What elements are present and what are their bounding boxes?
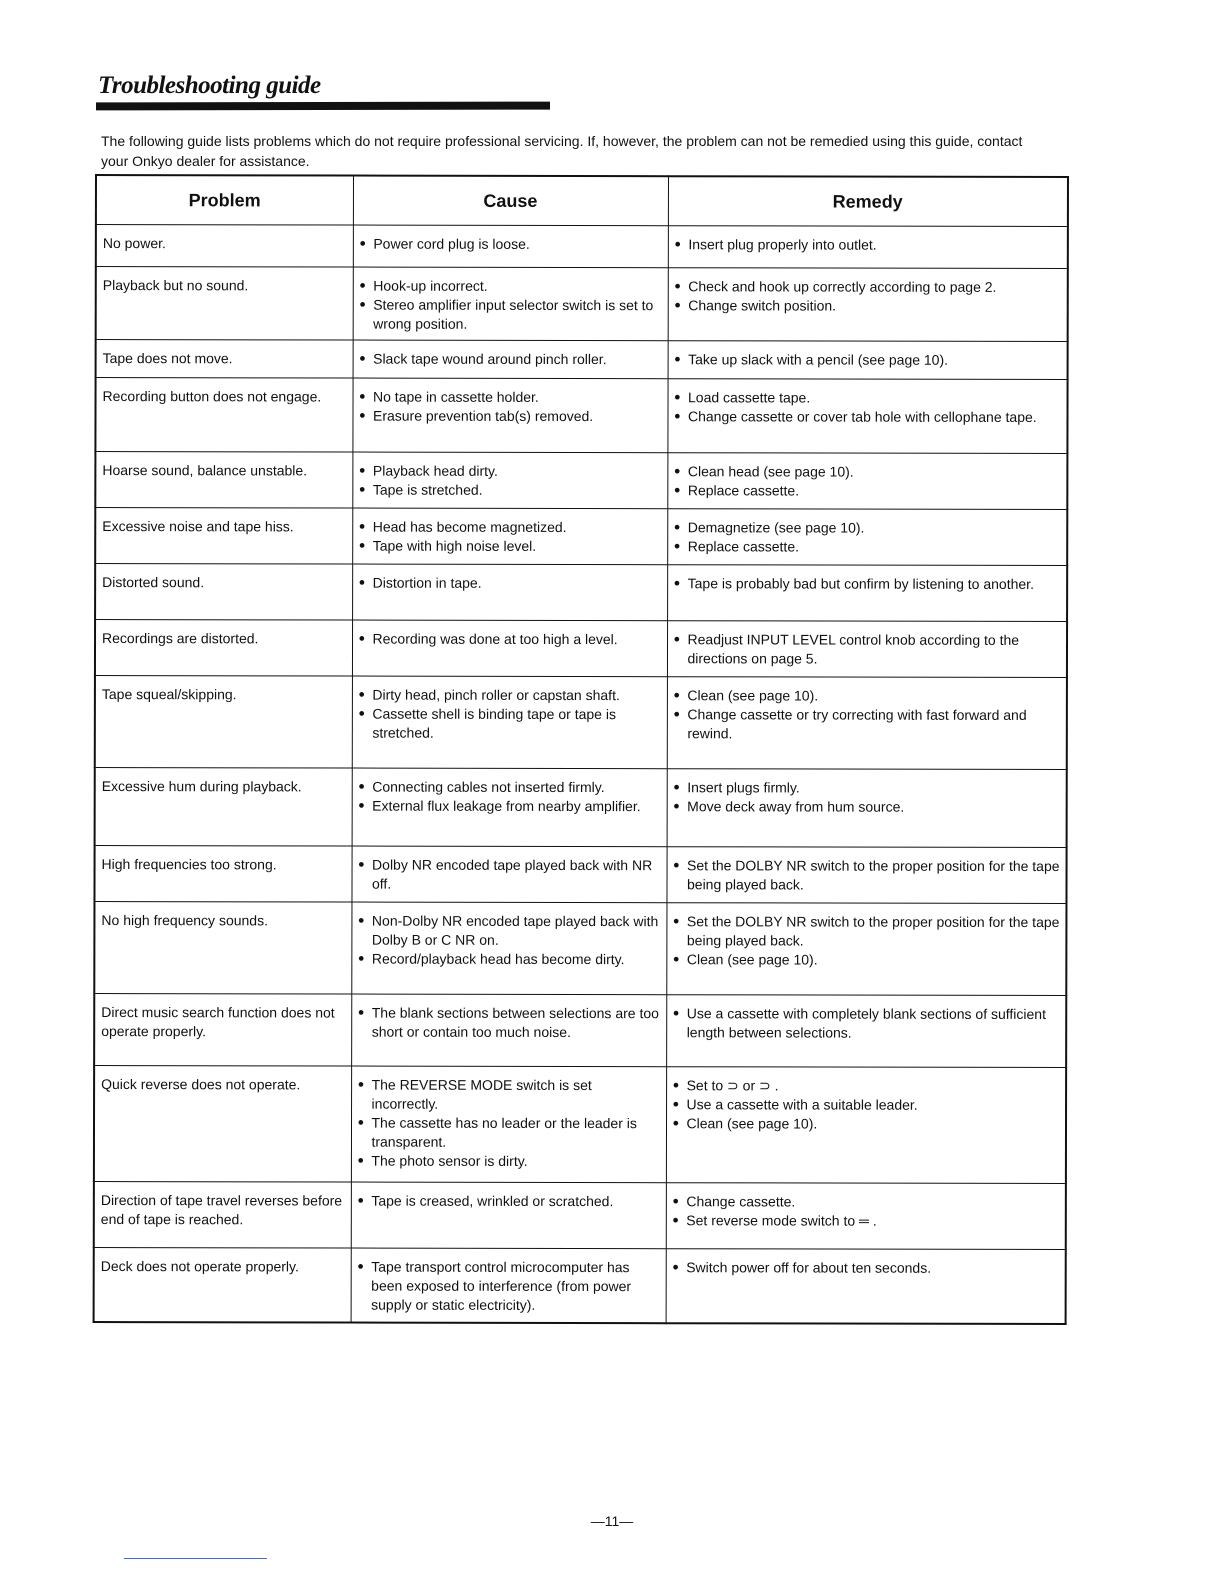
cause-list: [359, 235, 661, 255]
cause-item: ● Distortion in tape.: [359, 574, 661, 594]
cause-list: [359, 350, 661, 370]
remedy-item: ● Readjust INPUT LEVEL control knob according to the directions on page 5.: [673, 630, 1060, 669]
remedy-list: [674, 235, 1061, 255]
cause-cell: [351, 1182, 666, 1249]
cause-item: ● Cassette shell is binding tape or tape is stretched.: [358, 705, 660, 744]
problem-cell: Deck does not operate properly.: [94, 1247, 351, 1322]
remedy-cell: [666, 995, 1066, 1068]
table-row: [94, 994, 1066, 1068]
cause-cell: [352, 620, 667, 677]
cause-item: ● External flux leakage from nearby amplifier.: [358, 797, 660, 817]
intro-paragraph: The following guide lists problems which do not require professional servicing. If, however, the problem can not be remedied using this guide, contact your Onkyo dealer for assistance.: [101, 133, 1023, 169]
cause-cell: [352, 768, 667, 847]
remedy-item: ● Use a cassette with completely blank sections of sufficient length between selections.: [673, 1004, 1060, 1043]
remedy-item: ● Take up slack with a pencil (see page 10).: [674, 350, 1061, 370]
remedy-item: ● Insert plugs firmly.: [673, 778, 1060, 798]
remedy-cell: [666, 903, 1066, 996]
cause-item: ● Record/playback head has become dirty.: [358, 950, 660, 970]
remedy-cell: [667, 769, 1067, 848]
remedy-cell: [668, 226, 1068, 269]
remedy-list: [674, 574, 1061, 594]
cause-list: [357, 1258, 659, 1316]
table-row: [94, 1181, 1066, 1249]
title-underline-bar: [96, 102, 550, 111]
problem-cell: Tape squeal/skipping.: [95, 676, 352, 769]
cause-item: ● Dirty head, pinch roller or capstan shaft.: [358, 686, 660, 706]
remedy-item: ● Demagnetize (see page 10).: [674, 518, 1061, 538]
remedy-cell: [667, 565, 1067, 622]
cause-list: [358, 856, 660, 895]
remedy-cell: [668, 341, 1068, 380]
cause-item: ● Tape with high noise level.: [359, 537, 661, 557]
table-row: [95, 676, 1067, 770]
remedy-list: [673, 630, 1060, 669]
cause-item: ● Power cord plug is loose.: [359, 235, 661, 255]
remedy-list: [672, 1076, 1059, 1134]
cause-item: ● Slack tape wound around pinch roller.: [359, 350, 661, 370]
cause-cell: [351, 994, 666, 1067]
remedy-cell: [666, 847, 1066, 904]
table-row: [94, 902, 1066, 996]
remedy-list: [674, 388, 1061, 427]
problem-cell: Quick reverse does not operate.: [94, 1066, 351, 1183]
table-row: [95, 378, 1067, 454]
cause-list: [359, 277, 661, 335]
remedy-list: [673, 856, 1060, 895]
remedy-item: ● Replace cassette.: [674, 481, 1061, 501]
cause-cell: [351, 1248, 666, 1323]
cause-item: ● No tape in cassette holder.: [359, 388, 661, 408]
cause-list: [357, 1076, 659, 1172]
remedy-item: ● Use a cassette with a suitable leader.: [673, 1095, 1060, 1115]
problem-cell: High frequencies too strong.: [94, 846, 351, 903]
cause-list: [359, 388, 661, 427]
cause-item: ● Recording was done at too high a level.: [359, 630, 661, 650]
remedy-cell: [667, 621, 1067, 678]
problem-cell: Recordings are distorted.: [95, 620, 352, 677]
remedy-list: [672, 1192, 1059, 1231]
page-title: Troubleshooting guide: [98, 72, 321, 99]
cause-list: [359, 630, 661, 650]
remedy-item: ● Set the DOLBY NR switch to the proper position for the tape being played back.: [673, 912, 1060, 951]
remedy-item: ● Tape is probably bad but confirm by listening to another.: [674, 574, 1061, 594]
cause-cell: [353, 225, 668, 268]
cause-item: ● The cassette has no leader or the leader is transparent.: [357, 1114, 659, 1153]
troubleshooting-table-wrapper: [93, 174, 1067, 1325]
cause-item: ● Head has become magnetized.: [359, 518, 661, 538]
cause-cell: [352, 452, 667, 509]
cause-item: ● Dolby NR encoded tape played back with NR off.: [358, 856, 660, 895]
remedy-item: ● Set the DOLBY NR switch to the proper position for the tape being played back.: [673, 856, 1060, 895]
remedy-cell: [667, 677, 1067, 770]
cause-cell: [352, 564, 667, 621]
table-row: [95, 508, 1067, 566]
problem-cell: No high frequency sounds.: [94, 902, 351, 995]
remedy-list: [673, 778, 1060, 817]
cause-cell: [351, 1066, 666, 1183]
cause-item: ● The REVERSE MODE switch is set incorrectly.: [358, 1076, 660, 1115]
cause-list: [358, 778, 660, 817]
remedy-item: ● Insert plug properly into outlet.: [674, 235, 1061, 255]
table-row: [95, 452, 1067, 510]
table-row: [94, 1066, 1066, 1184]
table-row: [95, 564, 1067, 622]
problem-cell: Direct music search function does not operate properly.: [94, 994, 351, 1067]
cause-list: [357, 1192, 659, 1212]
problem-cell: Hoarse sound, balance unstable.: [95, 452, 352, 509]
remedy-cell: [667, 509, 1067, 566]
cause-item: ● Connecting cables not inserted firmly.: [358, 778, 660, 798]
remedy-list: [674, 462, 1061, 501]
remedy-item: ● Clean (see page 10).: [673, 950, 1060, 970]
remedy-item: ● Move deck away from hum source.: [673, 797, 1060, 817]
remedy-item: ● Change switch position.: [674, 296, 1061, 316]
cause-item: ● Tape is creased, wrinkled or scratched.: [357, 1192, 659, 1212]
remedy-cell: [668, 268, 1068, 342]
cause-item: ● Stereo amplifier input selector switch is set to wrong position.: [359, 296, 661, 335]
table-row: [96, 340, 1068, 380]
page-number: —11—: [590, 1513, 634, 1529]
remedy-item: ● Check and hook up correctly according to page 2.: [674, 277, 1061, 297]
table-body: [94, 225, 1068, 1324]
cause-list: [359, 574, 661, 594]
cause-cell: [351, 902, 666, 995]
table-row: [95, 768, 1067, 848]
remedy-cell: [666, 1249, 1066, 1324]
cause-item: ● The blank sections between selections are too short or contain too much noise.: [358, 1004, 660, 1043]
cause-cell: [353, 340, 668, 379]
remedy-item: ● Change cassette or try correcting with fast forward and rewind.: [673, 705, 1060, 744]
table-row: [96, 267, 1068, 342]
cause-list: [358, 1004, 660, 1043]
table-header-row: [96, 175, 1068, 227]
remedy-list: [672, 1258, 1059, 1278]
cause-cell: [352, 508, 667, 565]
problem-cell: Excessive noise and tape hiss.: [95, 508, 352, 565]
remedy-item: ● Set to ⊃ or ⊃ .: [673, 1076, 1060, 1096]
cause-item: ● Tape transport control microcomputer has been exposed to interference (from power supply or static electricity).: [357, 1258, 659, 1316]
problem-cell: Distorted sound.: [95, 564, 352, 621]
table-row: [96, 225, 1068, 269]
cause-list: [359, 518, 661, 557]
cause-cell: [352, 676, 667, 769]
header-cause: Cause: [353, 176, 668, 226]
remedy-item: ● Load cassette tape.: [674, 388, 1061, 408]
remedy-item: ● Clean (see page 10).: [673, 686, 1060, 706]
table-row: [94, 846, 1066, 904]
remedy-cell: [666, 1183, 1066, 1250]
footer-line: [124, 1558, 267, 1559]
remedy-list: [673, 912, 1060, 970]
problem-cell: Playback but no sound.: [96, 267, 353, 341]
remedy-item: ● Set reverse mode switch to ═ .: [672, 1211, 1059, 1231]
remedy-item: ● Change cassette.: [672, 1192, 1059, 1212]
cause-cell: [352, 378, 667, 453]
header-problem: Problem: [96, 175, 353, 225]
cause-item: ● Playback head dirty.: [359, 462, 661, 482]
remedy-cell: [666, 1067, 1066, 1184]
cause-item: ● Non-Dolby NR encoded tape played back with Dolby B or C NR on.: [358, 912, 660, 951]
remedy-item: ● Clean (see page 10).: [672, 1114, 1059, 1134]
remedy-item: ● Change cassette or cover tab hole with cellophane tape.: [674, 407, 1061, 427]
remedy-cell: [667, 379, 1067, 454]
problem-cell: Excessive hum during playback.: [95, 768, 352, 847]
cause-cell: [353, 267, 668, 341]
problem-cell: No power.: [96, 225, 353, 268]
table-row: [94, 1247, 1066, 1323]
remedy-cell: [667, 453, 1067, 510]
problem-cell: Recording button does not engage.: [95, 378, 352, 453]
troubleshooting-table: [93, 174, 1069, 1325]
header-remedy: Remedy: [668, 176, 1068, 226]
remedy-list: [674, 518, 1061, 557]
table-row: [95, 620, 1067, 678]
problem-cell: Direction of tape travel reverses before end of tape is reached.: [94, 1181, 351, 1248]
remedy-list: [674, 277, 1061, 316]
cause-cell: [351, 846, 666, 903]
cause-item: ● Hook-up incorrect.: [359, 277, 661, 297]
cause-list: [358, 686, 660, 744]
cause-item: ● The photo sensor is dirty.: [357, 1152, 659, 1172]
remedy-list: [673, 1004, 1060, 1043]
cause-item: ● Tape is stretched.: [359, 481, 661, 501]
remedy-list: [674, 350, 1061, 370]
cause-list: [358, 912, 660, 970]
remedy-item: ● Replace cassette.: [674, 537, 1061, 557]
remedy-item: ● Clean head (see page 10).: [674, 462, 1061, 482]
problem-cell: Tape does not move.: [96, 340, 353, 379]
cause-item: ● Erasure prevention tab(s) removed.: [359, 407, 661, 427]
cause-list: [359, 462, 661, 501]
remedy-list: [673, 686, 1060, 744]
remedy-item: ● Switch power off for about ten seconds.: [672, 1258, 1059, 1278]
